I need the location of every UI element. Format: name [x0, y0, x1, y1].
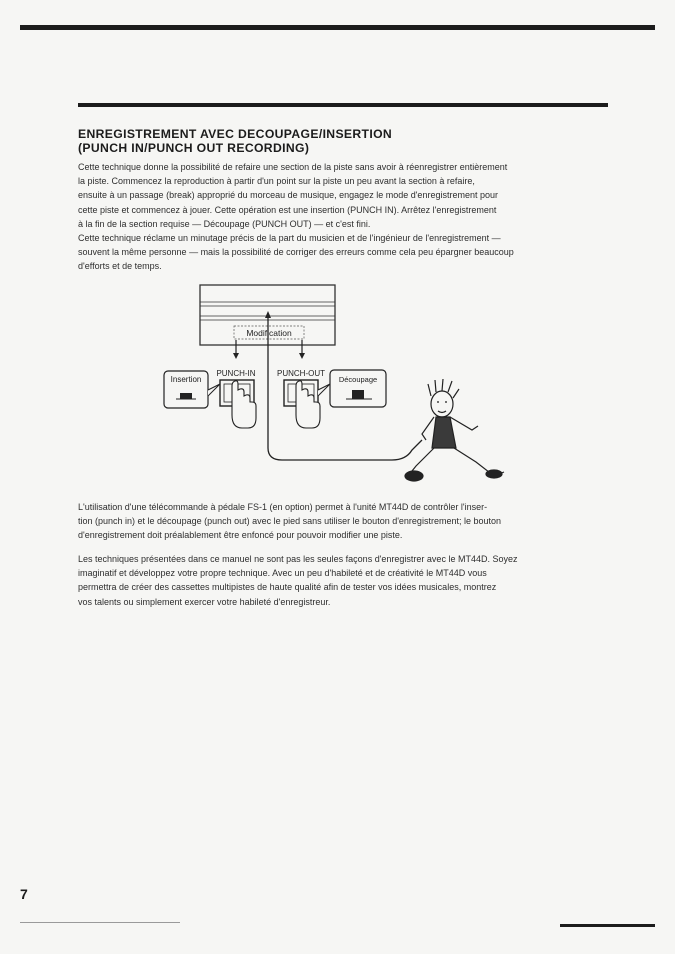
- text-line: d'enregistrement doit préalablement être enfoncé pour pouvoir modifier une piste.: [78, 530, 403, 541]
- pedal-paragraph: [78, 500, 608, 543]
- text-line: permettra de créer des cassettes multipistes de haute qualité afin de tester vos idées musicales, montrez: [78, 582, 497, 593]
- text-line: tion (punch in) et le découpage (punch out) avec le pied sans utiliser le bouton d'enregistrement; le bouton: [78, 516, 501, 527]
- insertion-label: Insertion: [170, 375, 202, 384]
- closing-paragraph: [78, 552, 608, 609]
- text-line: cette piste et commencez à jouer. Cette opération est une insertion (PUNCH IN). Arrêtez l'enregistrement: [78, 204, 497, 215]
- intro-paragraph: [78, 160, 608, 274]
- modification-label: Modification: [246, 328, 292, 338]
- text-line: souvent la même personne — mais la possibilité de corriger des erreurs comme cela peu épargner beaucoup: [78, 247, 514, 258]
- record-indicator-icon: [180, 393, 192, 399]
- text-line: Les techniques présentées dans ce manuel ne sont pas les seules façons d'enregistrer avec le MT44D. Soyez: [78, 554, 518, 564]
- decoupage-callout-pointer: [318, 384, 330, 396]
- text-line: ensuite à un passage (break) approprié du morceau de musique, engagez le mode d'enregistrement pour: [78, 190, 498, 201]
- punch-in-out-diagram: [160, 280, 520, 490]
- section-divider-rule: [78, 103, 608, 107]
- text-line: d'efforts et de temps.: [78, 261, 162, 272]
- punch-out-arrowhead: [299, 353, 305, 359]
- text-line: à la fin de la section requise — Découpage (PUNCH OUT) — et c'est fini.: [78, 218, 371, 229]
- top-border-rule: [20, 25, 655, 30]
- stop-indicator-icon: [352, 390, 364, 399]
- text-line: imaginatif et développez votre propre technique. Avec un peu d'habileté et de créativité le MT44D vous: [78, 568, 487, 579]
- text-line: la piste. Commencez la reproduction à partir d'un point sur la piste un peu avant la section à refaire,: [78, 176, 475, 187]
- text-line: L'utilisation d'une télécommande à pédale FS-1 (en option) permet à l'unité MT44D de contrôler l'inser-: [78, 502, 488, 512]
- decoupage-label: Découpage: [338, 375, 378, 384]
- cable-arrowhead: [265, 311, 271, 318]
- heading-line-1: ENREGISTREMENT AVEC DECOUPAGE/INSERTION: [78, 127, 393, 141]
- insertion-callout-pointer: [208, 384, 220, 396]
- diagram-svg: [160, 280, 520, 490]
- heading-line-2: (PUNCH IN/PUNCH OUT RECORDING): [78, 141, 310, 155]
- text-line: Cette technique réclame un minutage précis de la part du musicien et de l'ingénieur de l'enregistrement —: [78, 233, 501, 244]
- footer-rule-right: [560, 924, 655, 927]
- punch-in-label: PUNCH-IN: [216, 369, 256, 378]
- text-line: Cette technique donne la possibilité de refaire une section de la piste sans avoir à réenregistrer entièrement: [78, 162, 508, 172]
- page-number: 7: [20, 886, 28, 902]
- section-heading: [78, 127, 608, 155]
- footer-rule-left: [20, 922, 180, 923]
- punch-out-label: PUNCH-OUT: [277, 369, 325, 378]
- text-line: vos talents ou simplement exercer votre habileté d'enregistreur.: [78, 596, 331, 607]
- punch-in-arrowhead: [233, 353, 239, 359]
- musician-illustration: [405, 379, 504, 481]
